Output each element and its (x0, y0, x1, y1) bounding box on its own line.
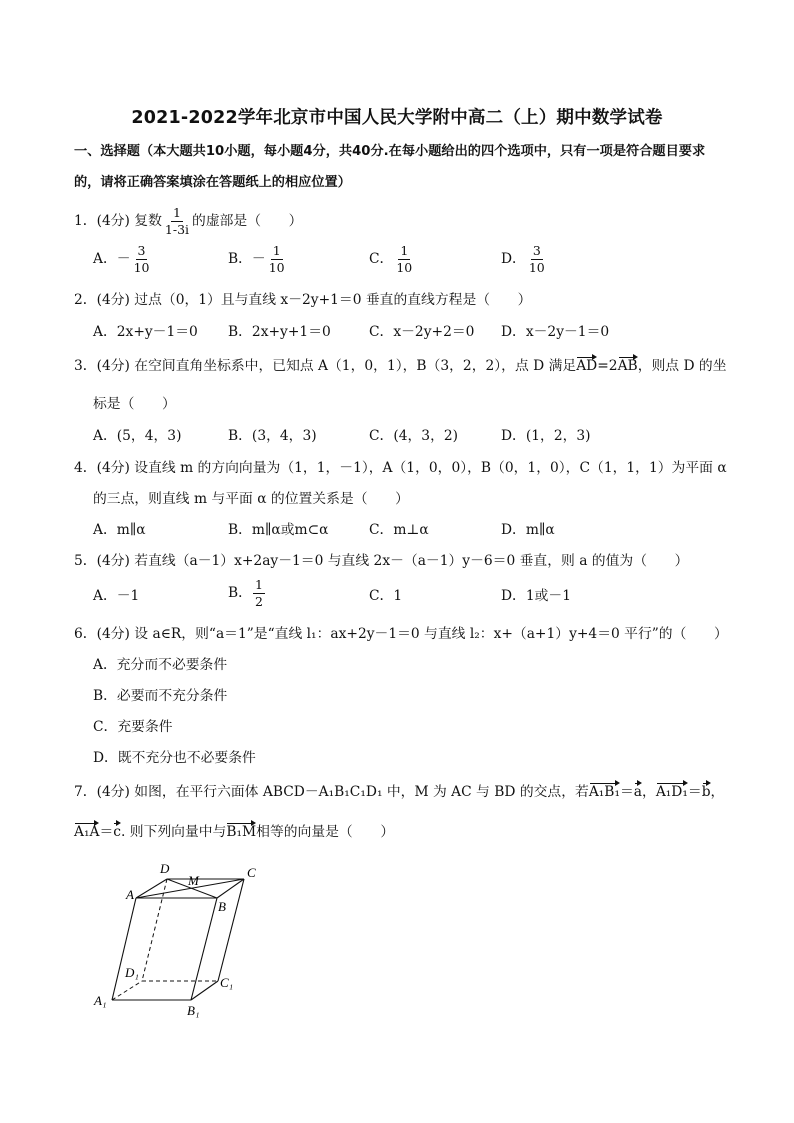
q1-fraction (163, 206, 191, 237)
label-m: M (188, 873, 199, 888)
q5-option-c: C．1 (369, 588, 403, 604)
parallelepiped-figure (92, 857, 272, 1022)
q1-prefix: 1．(4分) 复数 (74, 213, 162, 229)
q1-option-d: D． $\frac{3}{10}$ (501, 243, 545, 275)
q1-frac-num: 1 (173, 205, 181, 220)
q6-option-b: B．必要而不充分条件 (93, 688, 228, 704)
vector-ab: AB (618, 355, 638, 372)
q3-stem-b: ，则点 D 的坐 (637, 358, 727, 374)
q3-stem-c: 标是（ ） (93, 396, 176, 412)
q2-option-d: D．x－2y－1＝0 (501, 324, 610, 340)
question-7-stem-b: A₁A＝c. 则下列向量中与B₁M相等的向量是（ ） (74, 820, 394, 840)
q2-option-c: C．x－2y+2＝0 (369, 324, 475, 340)
question-5-stem: 5．(4分) 若直线（a－1）x+2ay－1＝0 与直线 2x－（a－1）y－6＝0 垂直，则 a 的值为（ ） (74, 553, 689, 569)
q1-frac-den: 1-3i (164, 222, 190, 237)
q2-option-b: B．2x+y+1＝0 (228, 324, 331, 340)
label-a1: A₁ (94, 993, 107, 1008)
question-3-stem (74, 354, 727, 374)
q7-text-a: 7．(4分) 如图，在平行六面体 ABCD－A₁B₁C₁D₁ 中，M 为 AC 与 BD 的交点，若 (74, 784, 589, 800)
q5-option-d: D．1或－1 (501, 588, 572, 604)
vector-ad: AD (576, 355, 597, 372)
vector-a1b1: A₁B₁ (589, 781, 620, 798)
vector-c: c (113, 821, 121, 838)
q3-stem-a: 3．(4分) 在空间直角坐标系中，已知点 A（1，0，1），B（3，2，2），点 D 满足 (74, 358, 577, 374)
question-1-stem (74, 206, 302, 237)
label-c: C (247, 865, 256, 880)
q4-option-c: C．m⊥α (369, 522, 429, 538)
q1-option-a: A．－ $\frac{3}{10}$ (93, 243, 150, 275)
q3-option-c: C．(4，3，2) (369, 428, 459, 444)
question-6-stem: 6．(4分) 设 a∈R，则“a＝1”是“直线 l₁：ax+2y－1＝0 与直线 l₂：x+（a+1）y+4＝0 平行”的（ ） (74, 626, 728, 642)
label-a: A (126, 887, 134, 902)
q1-option-b: B．－ $\frac{1}{10}$ (228, 243, 285, 275)
q6-option-c: C．充要条件 (93, 719, 173, 735)
q1-option-c: C． $\frac{1}{10}$ (369, 243, 413, 275)
q6-option-a: A．充分而不必要条件 (93, 657, 228, 673)
q1-suffix: 的虚部是（ ） (192, 213, 303, 229)
section-heading: 一、选择题（本大题共10小题，每小题4分，共40分.在每小题给出的四个选项中，只有一项是符合题目要求的，请将正确答案填涂在答题纸上的相应位置） (74, 144, 706, 190)
q5-option-a: A．－1 (93, 588, 140, 604)
vector-a1a: A₁A (74, 821, 99, 838)
vector-b1m: B₁M (226, 821, 256, 838)
edge-aa1 (112, 898, 136, 1000)
label-b1: B₁ (187, 1003, 200, 1018)
label-c1: C₁ (220, 975, 234, 990)
question-4-stem-a: 4．(4分) 设直线 m 的方向向量为（1，1，－1），A（1，0，0），B（0，1，0），C（1，1，1）为平面 α (74, 460, 727, 476)
q5-option-b: B． $\frac{1}{2}$ (228, 577, 263, 609)
page-title: 2021-2022学年北京市中国人民大学附中高二（上）期中数学试卷 (131, 108, 663, 128)
q3-eq: =2 (597, 358, 618, 374)
question-7-stem-a: 7．(4分) 如图，在平行六面体 ABCD－A₁B₁C₁D₁ 中，M 为 AC 与 BD 的交点，若A₁B₁＝a，A₁D₁＝b， (74, 780, 724, 800)
label-d1: D₁ (125, 965, 139, 980)
edge-a1d1 (112, 981, 142, 1000)
q4-option-d: D．m∥α (501, 522, 555, 538)
vector-b: b (702, 781, 711, 798)
label-b: B (218, 899, 226, 914)
vector-a: a (634, 781, 642, 798)
q3-option-a: A．(5，4，3) (93, 428, 182, 444)
q4-option-b: B．m∥α或m⊂α (228, 522, 329, 538)
q2-option-a: A．2x+y－1＝0 (93, 324, 198, 340)
label-d: D (160, 861, 170, 876)
q6-option-d: D．既不充分也不必要条件 (93, 750, 256, 766)
q3-option-d: D．(1，2，3) (501, 428, 591, 444)
q3-option-b: B．(3，4，3) (228, 428, 317, 444)
q4-option-a: A．m∥α (93, 522, 146, 538)
question-2-stem: 2．(4分) 过点（0，1）且与直线 x－2y+1＝0 垂直的直线方程是（ ） (74, 292, 532, 308)
question-4-stem-b: 的三点，则直线 m 与平面 α 的位置关系是（ ） (93, 491, 409, 507)
vector-a1d1: A₁D₁ (656, 781, 688, 798)
